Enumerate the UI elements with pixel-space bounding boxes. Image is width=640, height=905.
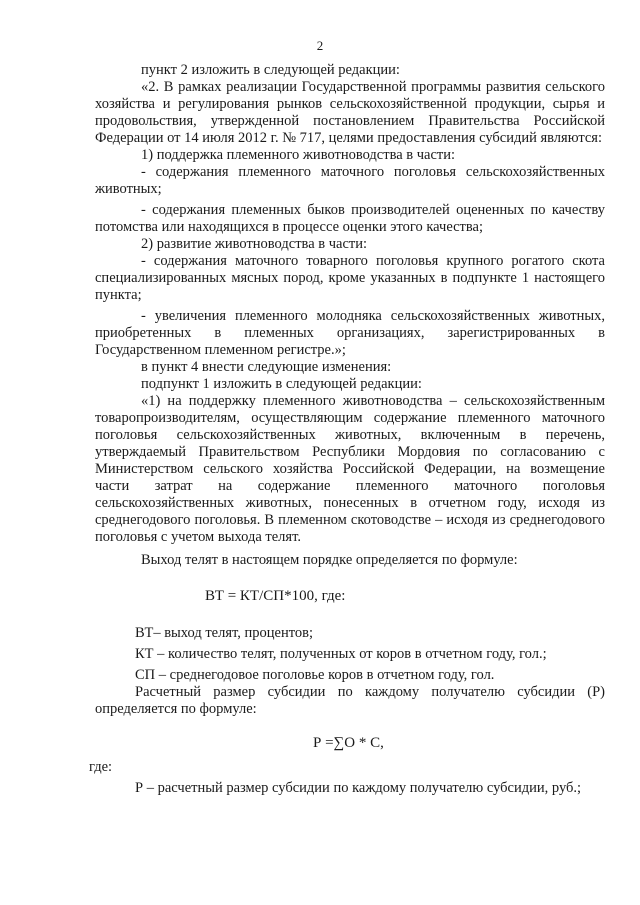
definition: СП – среднегодовое поголовье коров в отчетном году, гол. [135, 667, 495, 683]
formula-subsidy: Р =∑О * С, [313, 735, 384, 751]
list-item: 2) развитие животноводства в части: [141, 236, 368, 252]
definition: КТ – количество телят, полученных от коров в отчетном году, гол.; [135, 646, 547, 662]
list-item: - содержания племенного маточного поголовья сельскохозяйственных животных; [95, 164, 605, 197]
list-item: - содержания племенных быков производителей оцененных по качеству потомства или находящихся в процессе оценки этого качества; [95, 202, 605, 235]
where-label: где: [89, 759, 113, 775]
definition: ВТ– выход телят, процентов; [135, 625, 313, 641]
formula-calf-yield: ВТ = КТ/СП*100, где: [205, 588, 346, 604]
paragraph: в пункт 4 внести следующие изменения: [141, 359, 392, 375]
page-number: 2 [316, 38, 324, 53]
paragraph: Расчетный размер субсидии по каждому получателю субсидии (Р) определяется по формуле: [95, 684, 605, 717]
paragraph: пункт 2 изложить в следующей редакции: [141, 62, 400, 78]
paragraph: подпункт 1 изложить в следующей редакции: [141, 376, 422, 392]
list-item: 1) поддержка племенного животноводства в части: [141, 147, 456, 163]
paragraph: «2. В рамках реализации Государственной программы развития сельского хозяйства и регулирования рынков сельскохозяйственной продукции, сырья и продовольствия, утвержденной постановлением Правительства Российской Федерации от 14 июля 2012 г. № 717, целями предоставления субсидий являются: [95, 79, 605, 146]
paragraph: Р – расчетный размер субсидии по каждому получателю субсидии, руб.; [135, 780, 582, 796]
paragraph: Выход телят в настоящем порядке определяется по формуле: [141, 552, 518, 568]
list-item: - увеличения племенного молодняка сельскохозяйственных животных, приобретенных в племенных организациях, зарегистрированных в Государственном племенном регистре.»; [95, 308, 605, 358]
list-item: - содержания маточного товарного поголовья крупного рогатого скота специализированных мясных пород, кроме указанных в подпункте 1 настоящего пункта; [95, 253, 605, 303]
document-body [89, 62, 605, 797]
paragraph: «1) на поддержку племенного животноводства – сельскохозяйственным товаропроизводителям, осуществляющим содержание племенного маточного поголовья сельскохозяйственных животных, включенным в перечень, утверждаемый Правительством Республики Мордовия по согласованию с Министерством сельского хозяйства Российской Федерации, на возмещение части затрат на содержание племенного маточного поголовья сельскохозяйственных животных, понесенных в отчетном году, исходя из среднегодового поголовья. В племенном скотоводстве – исходя из среднегодового поголовья с учетом выхода телят. [95, 393, 605, 545]
